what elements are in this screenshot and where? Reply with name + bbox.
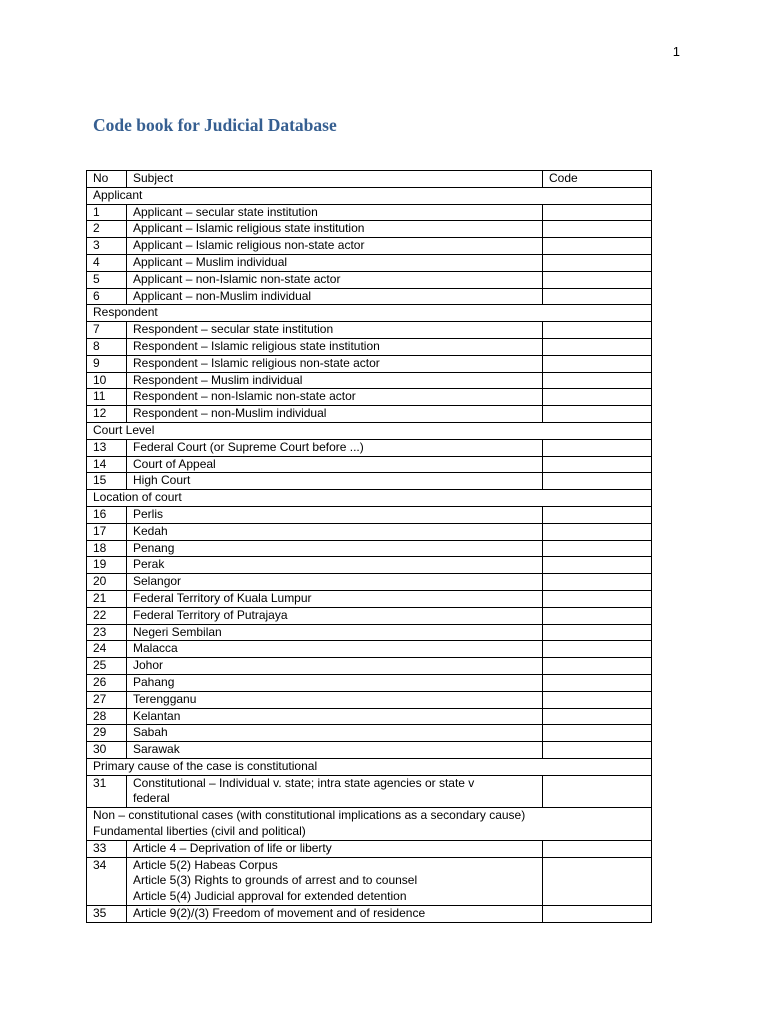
row-code-cell[interactable] [543,322,652,339]
table-row [87,775,652,808]
section-heading [87,490,652,507]
row-code-cell[interactable] [543,674,652,691]
row-code-cell[interactable] [543,607,652,624]
row-number: 31 [87,775,127,808]
table-row [87,674,652,691]
row-code-cell[interactable] [543,204,652,221]
table-row [87,658,652,675]
table-row [87,355,652,372]
table-row [87,372,652,389]
section-row [87,422,652,439]
row-subject [127,355,543,372]
table-row [87,540,652,557]
table-row [87,322,652,339]
header-subject: Subject [127,171,543,188]
table-row [87,389,652,406]
row-subject-line: Respondent – non-Islamic non-state actor [133,389,356,404]
row-code-cell[interactable] [543,439,652,456]
row-number: 23 [87,624,127,641]
table-row [87,271,652,288]
row-subject-line: Perak [133,557,165,572]
table-row [87,238,652,255]
row-subject [127,906,543,923]
table-row [87,338,652,355]
row-number: 25 [87,658,127,675]
row-number: 9 [87,355,127,372]
row-number: 10 [87,372,127,389]
row-code-cell[interactable] [543,355,652,372]
row-number: 34 [87,857,127,905]
page-number: 1 [672,44,680,59]
row-subject [127,238,543,255]
row-subject [127,742,543,759]
row-code-cell[interactable] [543,590,652,607]
table-row [87,557,652,574]
row-subject [127,338,543,355]
row-subject-line: Federal Court (or Supreme Court before ...) [133,439,364,454]
row-subject-line: High Court [133,473,191,488]
row-subject-line: Article 9(2)/(3) Freedom of movement and of residence [133,906,426,921]
row-subject-line: federal [133,791,170,806]
table-row [87,506,652,523]
row-number: 22 [87,607,127,624]
row-subject [127,288,543,305]
table-row [87,473,652,490]
section-heading [87,187,652,204]
row-subject-line: Article 5(2) Habeas Corpus [133,857,278,872]
row-subject-line: Sarawak [133,742,180,757]
row-number: 8 [87,338,127,355]
row-subject [127,658,543,675]
row-subject-line: Applicant – Muslim individual [133,254,288,269]
section-heading-line: Non – constitutional cases (with constitutional implications as a secondary cause) [93,808,526,823]
row-subject [127,840,543,857]
row-code-cell[interactable] [543,372,652,389]
row-code-cell[interactable] [543,523,652,540]
row-subject-line: Applicant – Islamic religious state institution [133,221,365,236]
row-number: 5 [87,271,127,288]
row-subject-line: Respondent – Muslim individual [133,372,303,387]
section-heading [87,305,652,322]
row-code-cell[interactable] [543,221,652,238]
table-row [87,691,652,708]
row-subject [127,775,543,808]
table-row [87,641,652,658]
row-code-cell[interactable] [543,506,652,523]
row-subject-line: Respondent – Islamic religious state institution [133,338,380,353]
row-subject-line: Malacca [133,641,178,656]
row-subject-line: Penang [133,540,175,555]
row-subject [127,372,543,389]
section-heading-line: Primary cause of the case is constitutional [93,758,318,773]
section-heading-line: Location of court [93,490,182,505]
row-number: 11 [87,389,127,406]
row-subject-line: Applicant – non-Islamic non-state actor [133,271,341,286]
section-heading-line: Fundamental liberties (civil and political) [93,824,306,839]
section-row [87,490,652,507]
row-subject [127,708,543,725]
row-subject-line: Court of Appeal [133,456,216,471]
section-row [87,305,652,322]
row-code-cell[interactable] [543,906,652,923]
row-number: 21 [87,590,127,607]
table-row [87,590,652,607]
row-subject-line: Johor [133,658,164,673]
table-row [87,725,652,742]
row-subject [127,456,543,473]
row-code-cell[interactable] [543,857,652,905]
row-subject [127,857,543,905]
table-header-row [87,171,652,188]
row-subject [127,406,543,423]
row-number: 19 [87,557,127,574]
row-number: 6 [87,288,127,305]
row-code-cell[interactable] [543,691,652,708]
row-number: 30 [87,742,127,759]
row-code-cell[interactable] [543,456,652,473]
row-code-cell[interactable] [543,641,652,658]
table-row [87,254,652,271]
table-row [87,857,652,905]
section-heading [87,758,652,775]
row-subject [127,540,543,557]
row-number: 2 [87,221,127,238]
row-code-cell[interactable] [543,658,652,675]
code-book-table [86,170,652,923]
table-row [87,406,652,423]
row-subject [127,506,543,523]
table-row [87,840,652,857]
row-subject [127,674,543,691]
row-code-cell[interactable] [543,238,652,255]
row-subject-line: Perlis [133,506,164,521]
section-heading-line: Court Level [93,422,155,437]
table-row [87,742,652,759]
row-number: 3 [87,238,127,255]
row-subject-line: Sabah [133,725,168,740]
row-subject-line: Negeri Sembilan [133,624,222,639]
row-subject-line: Article 4 – Deprivation of life or liberty [133,840,332,855]
table-row [87,456,652,473]
row-subject [127,439,543,456]
row-number: 15 [87,473,127,490]
row-number: 29 [87,725,127,742]
row-subject-line: Respondent – non-Muslim individual [133,406,327,421]
row-code-cell[interactable] [543,338,652,355]
row-code-cell[interactable] [543,254,652,271]
row-number: 16 [87,506,127,523]
row-subject [127,590,543,607]
row-subject-line: Selangor [133,574,182,589]
row-code-cell[interactable] [543,389,652,406]
table-row [87,439,652,456]
section-row [87,808,652,841]
row-subject [127,322,543,339]
section-heading [87,808,652,841]
table-row [87,607,652,624]
row-number: 7 [87,322,127,339]
row-subject [127,473,543,490]
section-heading-line: Applicant [93,187,143,202]
row-subject-line: Kelantan [133,708,181,723]
row-subject [127,624,543,641]
row-number: 18 [87,540,127,557]
row-code-cell[interactable] [543,742,652,759]
row-subject-line: Kedah [133,523,168,538]
row-subject [127,641,543,658]
row-number: 14 [87,456,127,473]
row-code-cell[interactable] [543,288,652,305]
table-row [87,288,652,305]
row-number: 17 [87,523,127,540]
row-subject [127,557,543,574]
row-code-cell[interactable] [543,473,652,490]
row-subject-line: Pahang [133,674,175,689]
row-subject [127,523,543,540]
row-code-cell[interactable] [543,708,652,725]
row-subject-line: Applicant – non-Muslim individual [133,288,312,303]
row-code-cell[interactable] [543,557,652,574]
table-row [87,906,652,923]
row-code-cell[interactable] [543,406,652,423]
row-number: 1 [87,204,127,221]
header-code: Code [543,171,652,188]
row-subject [127,691,543,708]
row-number: 13 [87,439,127,456]
table-row [87,708,652,725]
row-subject-line: Respondent – Islamic religious non-state actor [133,355,380,370]
row-number: 12 [87,406,127,423]
table-row [87,204,652,221]
section-heading-line: Respondent [93,305,158,320]
row-subject-line: Federal Territory of Putrajaya [133,607,288,622]
row-number: 20 [87,574,127,591]
row-subject [127,574,543,591]
row-subject [127,271,543,288]
row-subject [127,204,543,221]
row-code-cell[interactable] [543,271,652,288]
row-subject-line: Terengganu [133,691,197,706]
row-subject-line: Applicant – Islamic religious non-state actor [133,238,365,253]
row-subject-line: Applicant – secular state institution [133,204,318,219]
header-no: No [87,171,127,188]
row-code-cell[interactable] [543,540,652,557]
section-heading [87,422,652,439]
table-row [87,221,652,238]
row-number: 27 [87,691,127,708]
row-code-cell[interactable] [543,574,652,591]
row-code-cell[interactable] [543,725,652,742]
row-code-cell[interactable] [543,624,652,641]
row-number: 4 [87,254,127,271]
section-row [87,187,652,204]
section-row [87,758,652,775]
row-subject [127,725,543,742]
row-subject [127,389,543,406]
row-subject-line: Article 5(4) Judicial approval for extended detention [133,889,407,904]
row-number: 33 [87,840,127,857]
row-subject-line: Respondent – secular state institution [133,322,334,337]
table-row [87,574,652,591]
row-subject-line: Constitutional – Individual v. state; intra state agencies or state v [133,775,475,790]
row-subject [127,607,543,624]
row-subject-line: Federal Territory of Kuala Lumpur [133,590,312,605]
row-code-cell[interactable] [543,775,652,808]
row-number: 28 [87,708,127,725]
table-row [87,624,652,641]
row-number: 35 [87,906,127,923]
row-code-cell[interactable] [543,840,652,857]
row-number: 24 [87,641,127,658]
row-number: 26 [87,674,127,691]
table-row [87,523,652,540]
row-subject-line: Article 5(3) Rights to grounds of arrest and to counsel [133,873,418,888]
row-subject [127,254,543,271]
row-subject [127,221,543,238]
document-title: Code book for Judicial Database [93,115,337,135]
